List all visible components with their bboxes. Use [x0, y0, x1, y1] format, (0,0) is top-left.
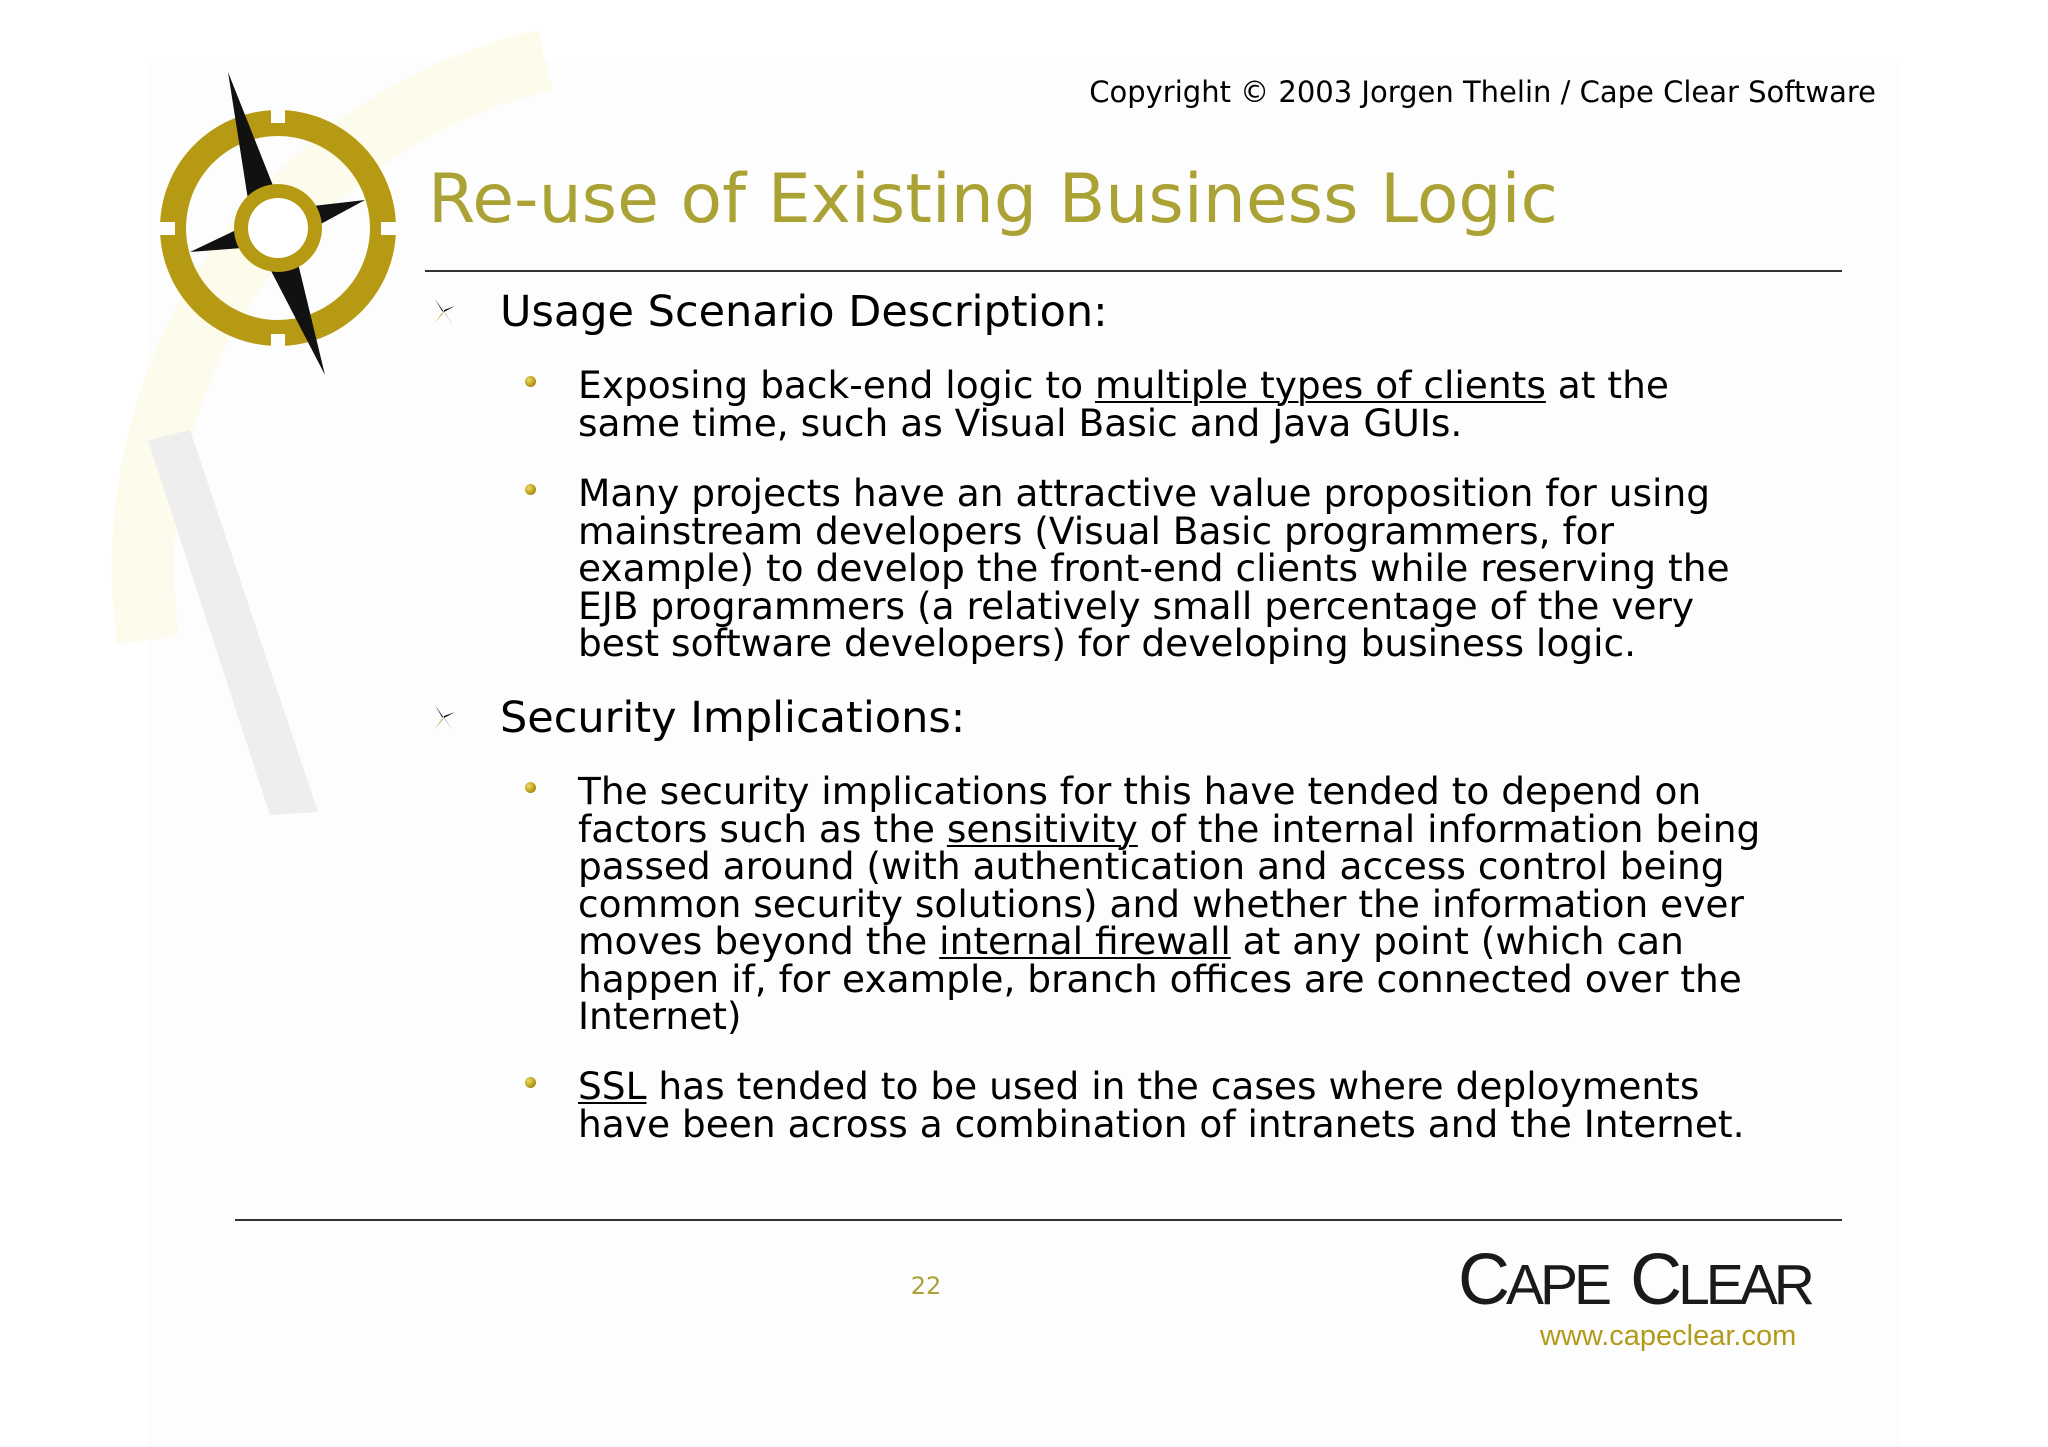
logo-letter: C	[1630, 1240, 1679, 1320]
logo-url: www.capeclear.com	[1540, 1320, 1797, 1352]
text-segment: of the internal information being	[1137, 806, 1761, 851]
text-line	[578, 471, 1730, 515]
underlined-term: SSL	[578, 1064, 647, 1108]
page-number: 22	[910, 1272, 942, 1300]
underlined-term: internal firewall	[939, 919, 1231, 963]
text-segment: at the	[1545, 363, 1669, 407]
slide-title: Re-use of Existing Business Logic	[428, 160, 1558, 239]
text-line	[578, 881, 1760, 926]
text-segment: Internet)	[578, 994, 742, 1038]
text-segment: passed around (with authentication and access control being	[578, 844, 1725, 888]
text-segment: moves beyond the	[578, 919, 940, 963]
text-line	[578, 844, 1760, 888]
text-segment: have been across a combination of intranets and the Internet.	[578, 1101, 1745, 1146]
text-line	[578, 1064, 1745, 1108]
text-segment: has tended to be used in the cases where deployments	[646, 1064, 1700, 1108]
text-segment: Many projects have an attractive value proposition for using	[578, 471, 1711, 515]
text-line	[578, 806, 1761, 851]
footer-divider	[235, 1219, 1842, 1221]
text-line	[578, 994, 1760, 1038]
text-segment: at any point (which can	[1230, 919, 1684, 963]
underlined-term: multiple types of clients	[1094, 363, 1546, 407]
bullet-paragraph	[578, 363, 1669, 445]
bullet-paragraph	[578, 471, 1730, 665]
text-segment: common security solutions) and whether the information ever	[578, 881, 1744, 926]
dot-bullet-icon	[525, 484, 536, 495]
text-line	[578, 400, 1669, 445]
logo-letter: C	[1458, 1240, 1506, 1320]
dot-bullet-icon	[525, 376, 536, 387]
text-segment: mainstream developers (Visual Basic programmers, for	[578, 508, 1615, 553]
text-segment: same time, such as Visual Basic and Java GUIs.	[578, 400, 1463, 445]
text-segment: example) to develop the front-end clients while reserving the	[578, 546, 1730, 590]
text-segment: Exposing back-end logic to	[578, 363, 1095, 407]
cape-clear-logo	[1458, 1240, 1811, 1325]
bullet-paragraph	[578, 1064, 1745, 1146]
underlined-term: sensitivity	[946, 806, 1138, 851]
section-heading: Usage Scenario Description:	[500, 287, 1108, 337]
text-line	[578, 919, 1760, 963]
text-segment: best software developers) for developing business logic.	[578, 621, 1637, 665]
text-line	[578, 583, 1730, 628]
text-segment: happen if, for example, branch offices are connected over the	[578, 956, 1742, 1001]
text-line	[578, 363, 1669, 407]
logo-letters: APE	[1506, 1253, 1609, 1317]
star-bullet-icon	[431, 703, 457, 733]
star-bullet-icon	[431, 297, 457, 327]
text-line	[578, 1101, 1745, 1146]
bullet-paragraph	[578, 769, 1761, 1038]
title-divider	[425, 270, 1842, 272]
text-line	[578, 769, 1760, 813]
text-line	[578, 546, 1730, 590]
dot-bullet-icon	[525, 1077, 536, 1088]
section-heading: Security Implications:	[500, 693, 966, 743]
dot-bullet-icon	[525, 782, 536, 793]
text-line	[578, 508, 1730, 553]
text-segment: The security implications for this have tended to depend on	[578, 769, 1702, 813]
text-segment: EJB programmers (a relatively small percentage of the very	[578, 583, 1695, 628]
copyright-notice: Copyright © 2003 Jorgen Thelin / Cape Clear Software	[1089, 75, 1876, 109]
text-segment: factors such as the	[578, 806, 947, 851]
logo-letters: LEAR	[1678, 1253, 1811, 1317]
text-line	[578, 621, 1730, 665]
text-line	[578, 956, 1760, 1001]
